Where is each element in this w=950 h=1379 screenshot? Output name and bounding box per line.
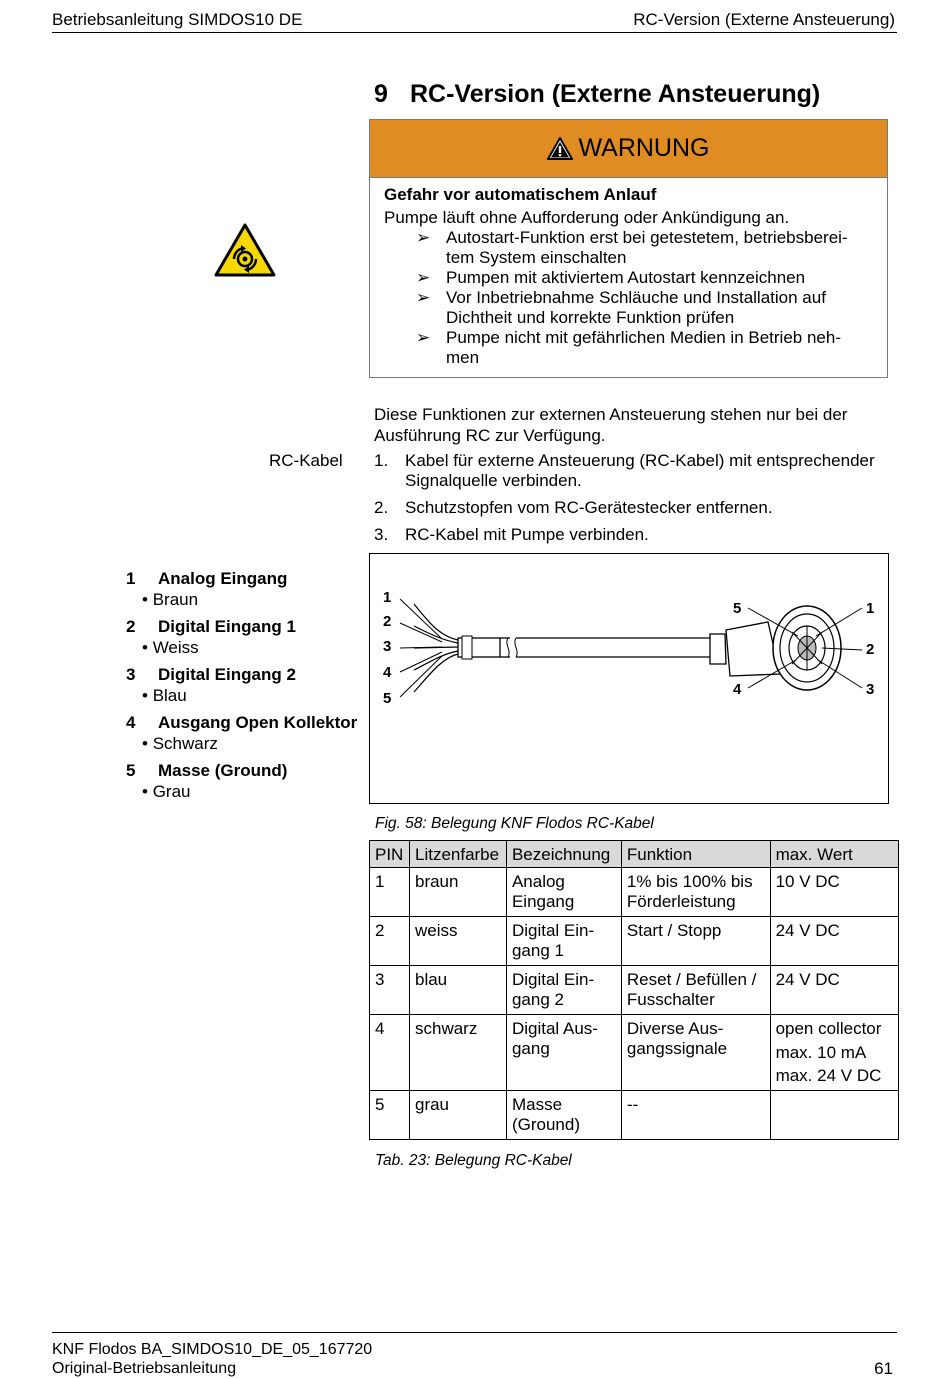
figure-caption: Fig. 58: Belegung KNF Flodos RC-Kabel <box>375 815 654 832</box>
bullet-icon: • <box>142 734 148 753</box>
warning-item: ➢ Pumpe nicht mit gefährlichen Medien in Betrieb neh- men <box>384 328 873 368</box>
wire-label: 1 <box>383 589 392 606</box>
column-header: Funktion <box>621 841 770 868</box>
section-title-text: RC-Version (Externe Ansteuerung) <box>410 80 821 108</box>
footer-divider <box>52 1332 897 1333</box>
intro-paragraph: Diese Funktionen zur externen Ansteuerung stehen nur bei der Ausführung RC zur Verfügung. <box>374 405 848 445</box>
arrow-bullet-icon: ➢ <box>416 288 431 307</box>
footer-doc-type: Original-Betriebsanleitung <box>52 1360 237 1377</box>
table-header-row <box>370 841 899 868</box>
section-title <box>374 80 820 109</box>
list-item: 4 Ausgang Open Kollektor • Schwarz <box>126 713 358 753</box>
bullet-icon: • <box>142 590 148 609</box>
warning-item: ➢ Autostart-Funktion erst bei getestetem, betriebsberei- tem System einschalten <box>384 228 873 268</box>
side-label-rc-kabel: RC-Kabel <box>269 451 343 470</box>
table-row: 5 grau Masse (Ground) -- <box>370 1090 899 1139</box>
connector-label: 3 <box>866 681 875 698</box>
arrow-bullet-icon: ➢ <box>416 268 431 287</box>
warning-header <box>370 120 887 178</box>
connector-label: 2 <box>866 641 875 658</box>
header-left: Betriebsanleitung SIMDOS10 DE <box>52 10 303 29</box>
bullet-icon: • <box>142 782 148 801</box>
warning-intro: Pumpe läuft ohne Aufforderung oder Ankündigung an. <box>384 208 790 227</box>
warning-label: WARNUNG <box>578 134 710 162</box>
warning-heading: Gefahr vor automatischem Anlauf <box>384 185 657 204</box>
warning-triangle-icon <box>547 137 573 160</box>
connector-label: 5 <box>733 600 742 617</box>
wire-label: 2 <box>383 613 392 630</box>
footer-doc-id: KNF Flodos BA_SIMDOS10_DE_05_167720 <box>52 1341 373 1358</box>
list-item: 1 Analog Eingang • Braun <box>126 569 288 609</box>
pin-legend <box>126 568 366 808</box>
steps-list <box>374 451 894 552</box>
column-header: Litzenfarbe <box>409 841 506 868</box>
table-row: 3 blau Digital Ein- gang 2 Reset / Befüllen / Fusschalter 24 V DC <box>370 966 899 1015</box>
pin-table <box>369 840 899 1140</box>
connector-label: 4 <box>733 681 742 698</box>
list-item: 1. Kabel für externe Ansteuerung (RC-Kabel) mit entsprechender Signalquelle verbinden. <box>374 451 875 490</box>
header-divider <box>52 32 897 33</box>
list-item: 2 Digital Eingang 1 • Weiss <box>126 617 296 657</box>
table-caption: Tab. 23: Belegung RC-Kabel <box>375 1152 572 1169</box>
list-item: 2. Schutzstopfen vom RC-Gerätestecker entfernen. <box>374 498 773 517</box>
column-header: PIN <box>370 841 410 868</box>
page-number: 61 <box>874 1359 893 1378</box>
warning-body <box>370 178 887 374</box>
list-item: 3. RC-Kabel mit Pumpe verbinden. <box>374 525 649 544</box>
table-row: 4 schwarz Digital Aus- gang Diverse Aus- gangssignale open collector max. 10 mA max. 24 V DC <box>370 1015 899 1091</box>
table-row: 1 braun Analog Eingang 1% bis 100% bis Förderleistung 10 V DC <box>370 868 899 917</box>
list-item: 5 Masse (Ground) • Grau <box>126 761 288 801</box>
list-item: 3 Digital Eingang 2 • Blau <box>126 665 296 705</box>
section-number: 9 <box>374 80 388 108</box>
wire-label: 5 <box>383 690 392 707</box>
rc-cable-drawing <box>370 554 887 802</box>
connector-label: 1 <box>866 600 875 617</box>
warning-box <box>369 119 888 378</box>
cable-figure <box>369 553 889 804</box>
wire-label: 4 <box>383 664 392 681</box>
warning-item: ➢ Vor Inbetriebnahme Schläuche und Installation auf Dichtheit und korrekte Funktion prüfen <box>384 288 873 328</box>
warning-item: ➢ Pumpen mit aktiviertem Autostart kennzeichnen <box>384 268 873 288</box>
bullet-icon: • <box>142 638 148 657</box>
wire-label: 3 <box>383 638 392 655</box>
table-row: 2 weiss Digital Ein- gang 1 Start / Stopp 24 V DC <box>370 917 899 966</box>
header-right: RC-Version (Externe Ansteuerung) <box>633 10 895 29</box>
automatic-start-hazard-icon <box>214 223 276 282</box>
arrow-bullet-icon: ➢ <box>416 328 431 347</box>
bullet-icon: • <box>142 686 148 705</box>
column-header: max. Wert <box>770 841 898 868</box>
column-header: Bezeichnung <box>506 841 621 868</box>
arrow-bullet-icon: ➢ <box>416 228 431 247</box>
